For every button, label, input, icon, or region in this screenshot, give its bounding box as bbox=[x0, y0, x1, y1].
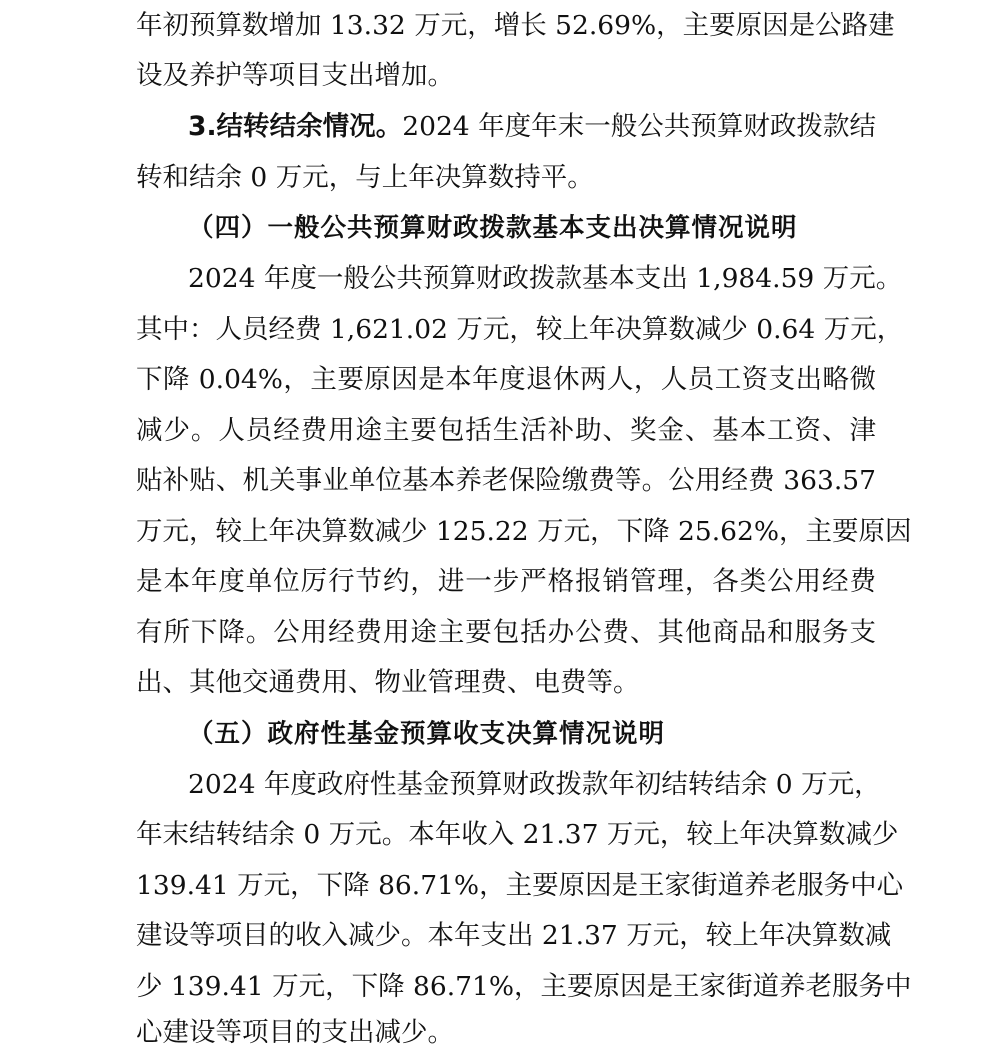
paragraph-line: 贴补贴、机关事业单位基本养老保险缴费等。公用经费 363.57 bbox=[136, 465, 876, 496]
paragraph-line: 心建设等项目的支出减少。 bbox=[136, 1017, 454, 1048]
paragraph-line: 减少。人员经费用途主要包括生活补助、奖金、基本工资、津 bbox=[136, 415, 876, 446]
paragraph-line: 2024 年度政府性基金预算财政拨款年初结转结余 0 万元， bbox=[188, 769, 881, 800]
paragraph-line: 139.41 万元，下降 86.71%，主要原因是王家街道养老服务中心 bbox=[136, 870, 904, 901]
paragraph-line: 少 139.41 万元，下降 86.71%，主要原因是王家街道养老服务中 bbox=[136, 971, 912, 1002]
section-heading-government-fund: （五）政府性基金预算收支决算情况说明 bbox=[188, 719, 666, 749]
paragraph-line: 年末结转结余 0 万元。本年收入 21.37 万元，较上年决算数减少 bbox=[136, 819, 899, 850]
paragraph-line: 下降 0.04%，主要原因是本年度退休两人，人员工资支出略微 bbox=[136, 364, 876, 395]
paragraph-line: 万元，较上年决算数减少 125.22 万元，下降 25.62%，主要原因 bbox=[136, 516, 912, 547]
paragraph-line: 是本年度单位厉行节约，进一步严格报销管理，各类公用经费 bbox=[136, 566, 876, 597]
paragraph-line: 2024 年度一般公共预算财政拨款基本支出 1,984.59 万元。 bbox=[188, 263, 903, 294]
paragraph-line: 有所下降。公用经费用途主要包括办公费、其他商品和服务支 bbox=[136, 617, 876, 648]
paragraph-line: 年初预算数增加 13.32 万元，增长 52.69%，主要原因是公路建 bbox=[136, 10, 895, 41]
paragraph-line: 设及养护等项目支出增加。 bbox=[136, 60, 454, 91]
paragraph-text: 2024 年度年末一般公共预算财政拨款结 bbox=[402, 111, 876, 142]
section-heading-basic-expenditure: （四）一般公共预算财政拨款基本支出决算情况说明 bbox=[188, 213, 798, 243]
paragraph-line: 转和结余 0 万元，与上年决算数持平。 bbox=[136, 162, 594, 193]
paragraph-line: 建设等项目的收入减少。本年支出 21.37 万元，较上年决算数减 bbox=[136, 920, 892, 951]
paragraph-line: 出、其他交通费用、物业管理费、电费等。 bbox=[136, 667, 640, 698]
subsection-title: 3.结转结余情况。 bbox=[188, 111, 403, 142]
paragraph-line: 其中：人员经费 1,621.02 万元，较上年决算数减少 0.64 万元， bbox=[136, 314, 904, 345]
section-paragraph-carryover bbox=[188, 107, 876, 147]
